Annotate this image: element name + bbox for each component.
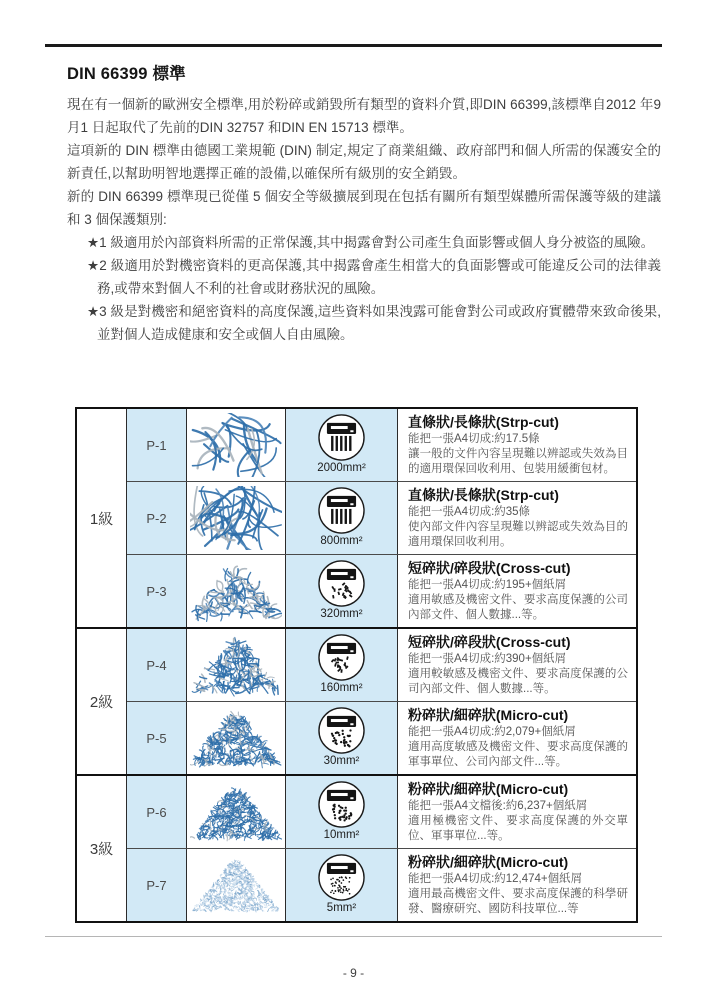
cut-description-line: 適用高度敏感及機密文件、要求高度保護的軍事單位、公司內部文件...等。 (408, 741, 628, 768)
cut-description-line: 適用最高機密文件、要求高度保護的科學研發、醫療研究、國防科技單位...等 (408, 888, 628, 915)
intro-paragraphs (67, 93, 661, 231)
p-class-label: P-1 (127, 409, 187, 481)
cut-description-line: 能把一張A4切成:約12,474+個紙屑 (408, 873, 583, 885)
intro-section (67, 60, 661, 346)
cut-description-line: 能把一張A4切成:約390+個紙屑 (408, 653, 567, 665)
micro-cut-shredder-icon (286, 702, 398, 774)
particle-area-value: 800mm² (320, 535, 363, 547)
cut-description-line: 能把一張A4切成:約2,079+個紙屑 (408, 726, 576, 738)
table-row (127, 555, 636, 627)
particle-area-value: 320mm² (320, 608, 363, 620)
protection-class-bullet: ★1 級適用於內部資料所需的正常保護,其中揭露會對公司產生負面影響或個人身分被盜的風險。 (87, 235, 655, 250)
table-row (127, 409, 636, 482)
din-classification-table (75, 407, 638, 923)
table-row (127, 629, 636, 702)
protection-class-list (67, 231, 661, 346)
cut-description (398, 702, 636, 774)
p-class-label: P-6 (127, 776, 187, 848)
particle-area-value: 160mm² (320, 682, 363, 694)
cut-description-line: 使內部文件內容呈現難以辨認或失效為目的適用環保回收利用。 (408, 521, 628, 548)
cut-type-title: 短碎狀/碎段狀(Cross-cut) (408, 560, 571, 576)
cut-description-line: 適用較敏感及機密文件、要求高度保護的公司內部文件、個人數據...等。 (408, 668, 628, 695)
cut-description-line: 能把一張A4切成:約35條 (408, 506, 531, 518)
security-level-label: 1級 (77, 409, 127, 627)
cut-description-line: 能把一張A4切成:約17.5條 (408, 433, 540, 445)
cut-description (398, 776, 636, 848)
cut-description-line: 能把一張A4文檔後:約6,237+個紙屑 (408, 800, 588, 812)
shredded-paper-sample (187, 702, 286, 774)
cut-description-line: 適用敏感及機密文件、要求高度保護的公司內部文件、個人數據...等。 (408, 594, 628, 621)
particle-area-value: 10mm² (323, 829, 360, 841)
cut-description (398, 482, 636, 554)
table-group-rows (127, 629, 636, 774)
shredded-paper-sample (187, 555, 286, 627)
cut-type-title: 短碎狀/碎段狀(Cross-cut) (408, 634, 571, 650)
page-title: DIN 66399 標準 (67, 65, 186, 83)
micro-cut-shredder-icon (286, 776, 398, 848)
intro-paragraph: 現在有一個新的歐洲安全標準,用於粉碎或銷毀所有類型的資料介質,即DIN 66399,該標準自2012 年9 月1 日起取代了先前的DIN 32757 和DIN EN 15713 標準。 (67, 97, 661, 135)
protection-class-bullet: ★3 級是對機密和絕密資料的高度保護,這些資料如果洩露可能會對公司或政府實體帶來致命後果,並對個人造成健康和安全或個人自由風險。 (87, 304, 661, 342)
p-class-label: P-3 (127, 555, 187, 627)
cross-cut-shredder-icon (286, 629, 398, 701)
shredded-paper-sample (187, 849, 286, 921)
security-level-label: 2級 (77, 629, 127, 774)
table-group-rows (127, 409, 636, 627)
protection-class-bullet: ★2 級適用於對機密資料的更高保護,其中揭露會產生相當大的負面影響或可能違反公司的法律義務,或帶來對個人不利的社會或財務狀況的風險。 (87, 258, 661, 296)
table-group-rows (127, 776, 636, 921)
shredded-paper-sample (187, 629, 286, 701)
p-class-label: P-2 (127, 482, 187, 554)
table-row (127, 702, 636, 774)
strip-cut-shredder-icon (286, 482, 398, 554)
table-group (77, 409, 636, 629)
particle-area-value: 5mm² (326, 902, 357, 914)
cut-description (398, 629, 636, 701)
particle-area-value: 30mm² (323, 755, 360, 767)
table-row (127, 849, 636, 921)
footer-rule (45, 936, 662, 937)
table-group (77, 776, 636, 921)
particle-area-value: 2000mm² (317, 462, 366, 474)
intro-paragraph: 新的 DIN 66399 標準現已從僅 5 個安全等級擴展到現在包括有關所有類型媒體所需保護等級的建議和 3 個保護類別: (67, 189, 661, 227)
shredded-paper-sample (187, 776, 286, 848)
intro-paragraph: 這項新的 DIN 標準由德國工業規範 (DIN) 制定,規定了商業組織、政府部門和個人所需的保護安全的新責任,以幫助明智地選擇正確的設備,以確保所有級別的安全銷毀。 (67, 143, 661, 181)
strip-cut-shredder-icon (286, 409, 398, 481)
cut-type-title: 粉碎狀/細碎狀(Micro-cut) (408, 707, 569, 723)
cut-type-title: 直條狀/長條狀(Strp-cut) (408, 487, 559, 503)
cut-description-line: 能把一張A4切成:約195+個紙屑 (408, 579, 567, 591)
page-number: - 9 - (342, 966, 365, 980)
cut-description (398, 555, 636, 627)
cut-description-line: 適用極機密文件、要求高度保護的外交單位、軍事單位...等。 (408, 815, 628, 842)
table-row (127, 482, 636, 555)
p-class-label: P-7 (127, 849, 187, 921)
cut-description (398, 849, 636, 921)
p-class-label: P-5 (127, 702, 187, 774)
cut-type-title: 粉碎狀/細碎狀(Micro-cut) (408, 854, 569, 870)
table-group (77, 629, 636, 776)
cut-type-title: 粉碎狀/細碎狀(Micro-cut) (408, 781, 569, 797)
cross-cut-shredder-icon (286, 555, 398, 627)
cut-description-line: 讓一般的文件內容呈現難以辨認或失效為目的適用環保回收利用、包裝用緩衝包材。 (408, 448, 628, 475)
shredded-paper-sample (187, 409, 286, 481)
shredded-paper-sample (187, 482, 286, 554)
p-class-label: P-4 (127, 629, 187, 701)
micro-fine-cut-shredder-icon (286, 849, 398, 921)
cut-type-title: 直條狀/長條狀(Strp-cut) (408, 414, 559, 430)
security-level-label: 3級 (77, 776, 127, 921)
table-row (127, 776, 636, 849)
cut-description (398, 409, 636, 481)
top-rule (45, 44, 662, 47)
